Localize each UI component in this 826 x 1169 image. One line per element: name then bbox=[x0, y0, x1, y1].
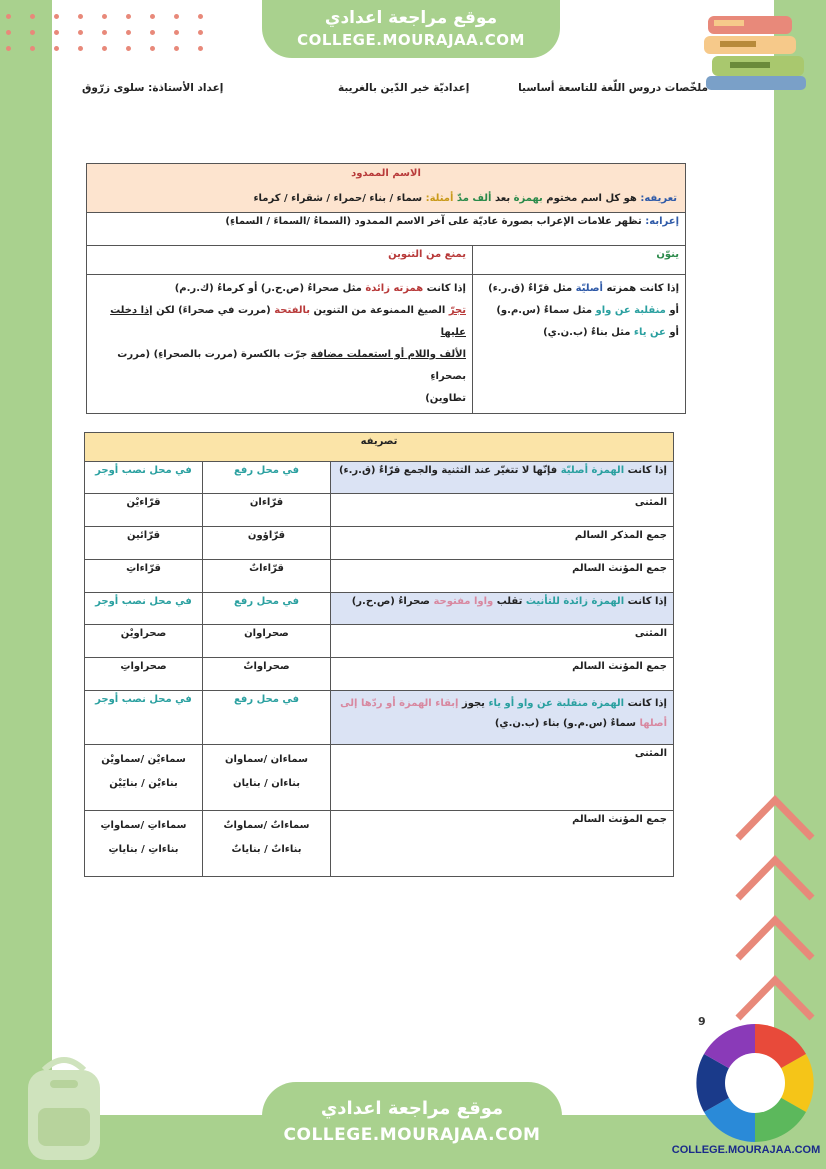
top-banner bbox=[262, 0, 560, 58]
bottom-banner bbox=[262, 1082, 562, 1169]
backpack-icon bbox=[14, 1050, 114, 1165]
definition-table bbox=[86, 163, 686, 414]
table2-title: تصريفه bbox=[85, 433, 674, 462]
nasb-head: في محل نصب أوجر bbox=[85, 462, 203, 494]
site-name-bottom: موقع مراجعة اعدادي bbox=[320, 1098, 504, 1119]
site-name: موقع مراجعة اعدادي bbox=[324, 8, 498, 28]
decorative-dots bbox=[6, 14, 206, 64]
tanween-cell: إذا كانت همزته أصليّة مثل قرّاءٌ (ق.ر.ء) أو منقلبة عن واو مثل سماءٌ (س.م.و) أو عن ياء مثل بناءٌ (ب.ن.ي) bbox=[473, 275, 686, 414]
books-icon bbox=[700, 10, 816, 96]
table1-title: الاسم الممدود bbox=[351, 168, 421, 179]
col-no-tanween-head: يمنع من التنوين bbox=[87, 246, 473, 275]
header-left: إعداد الأستاذة: سلوى زرّوق bbox=[82, 82, 224, 94]
table-row-label: المثنى bbox=[331, 625, 674, 658]
page-number: 9 bbox=[698, 1015, 706, 1028]
table-row-label: المثنى bbox=[331, 745, 674, 811]
table-row-label: جمع المؤنث السالم bbox=[331, 658, 674, 691]
header-right: ملخّصات دروس اللّغة للتاسعة أساسيا bbox=[518, 82, 708, 94]
header-middle: إعداديّة خير الدّين بالغريبة bbox=[338, 82, 470, 94]
group1-head: إذا كانت الهمزة أصليّة فإنّها لا تتغيّر عند التثنية والجمع قرّاءٌ (ق.ر.ء) bbox=[331, 462, 674, 494]
table-row-label: جمع المؤنث السالم bbox=[331, 560, 674, 593]
site-url[interactable]: COLLEGE.MOURAJAA.COM bbox=[297, 31, 525, 49]
table-row-label: جمع المؤنث السالم bbox=[331, 811, 674, 877]
table-row-label: جمع المذكر السالم bbox=[331, 527, 674, 560]
irab-label: إعرابه: bbox=[645, 216, 679, 227]
table-row-label: المثنى bbox=[331, 494, 674, 527]
no-tanween-cell: إذا كانت همزته زائدة مثل صحراءُ (ص.ح.ر) أو كرماءُ (ك.ر.م) تجرّ الصيغ الممنوعة من التنوين بالفتحة (مررت في صحراءَ) لكن إذا دخلت عليها الألف واللام أو استعملت مضافة جرّت بالكسرة (مررت بالصحراءِ) (مررت بصحراءِ تطاوين) bbox=[87, 275, 473, 414]
conjugation-table: تصريفه إذا كانت الهمزة أصليّة فإنّها لا تتغيّر عند التثنية والجمع قرّاءٌ (ق.ر.ء) في محل رفع في محل نصب أوجر المثنى قرّاءان قرّاءيْن جمع المذكر السالم قرّاؤون قرّائين جمع المؤنث السالم قرّاءاتٌ قرّاءاتِ إذا كانت الهمزة زائدة للتأنيث تقلب واوا مفتوحة صحراءُ (ص.ح.ر) في محل رفع في محل نصب أوجر المثنى صحراوان صحراويْن جمع المؤنث السالم صحراواتٌ صحراواتِ إذا كانت الهمزة منقلبة عن واو أو ياء يجوز إبقاء الهمزة أو ردّها إلى أصلها سماءٌ (س.م.و) بناء (ب.ن.ي) في محل رفع في محل نصب أوجر المثنى سماءان /سماوان بناءان / بنايان سماءيْن /سماويْن بناءيْن / بنايَيْن جمع المؤنث السالم سماءاتٌ /سماواتٌ بناءاتٌ / بناياتٌ سماءاتِ /سماواتِ بناءاتِ / بناياتِ bbox=[84, 432, 674, 877]
irab-text: تظهر علامات الإعراب بصورة عاديّة على آخر الاسم الممدود (السماءُ /السماءَ / السماءِ) bbox=[225, 216, 642, 227]
site-url-bottom[interactable]: COLLEGE.MOURAJAA.COM bbox=[283, 1125, 541, 1145]
group3-head: إذا كانت الهمزة منقلبة عن واو أو ياء يجوز إبقاء الهمزة أو ردّها إلى أصلها سماءٌ (س.م.و) بناء (ب.ن.ي) bbox=[331, 691, 674, 745]
definition-row: تعريفه: هو كل اسم مختوم بهمزة بعد ألف مدّ أمثلة: سماء / بناء /حمراء / شقراء / كرماء bbox=[253, 193, 677, 204]
group2-head: إذا كانت الهمزة زائدة للتأنيث تقلب واوا مفتوحة صحراءُ (ص.ح.ر) bbox=[331, 593, 674, 625]
col-tanween-head: ينوّن bbox=[473, 246, 686, 275]
raf-head: في محل رفع bbox=[203, 462, 331, 494]
education-wheel-logo bbox=[694, 1022, 816, 1144]
logo-url[interactable]: COLLEGE.MOURAJAA.COM bbox=[671, 1144, 821, 1156]
